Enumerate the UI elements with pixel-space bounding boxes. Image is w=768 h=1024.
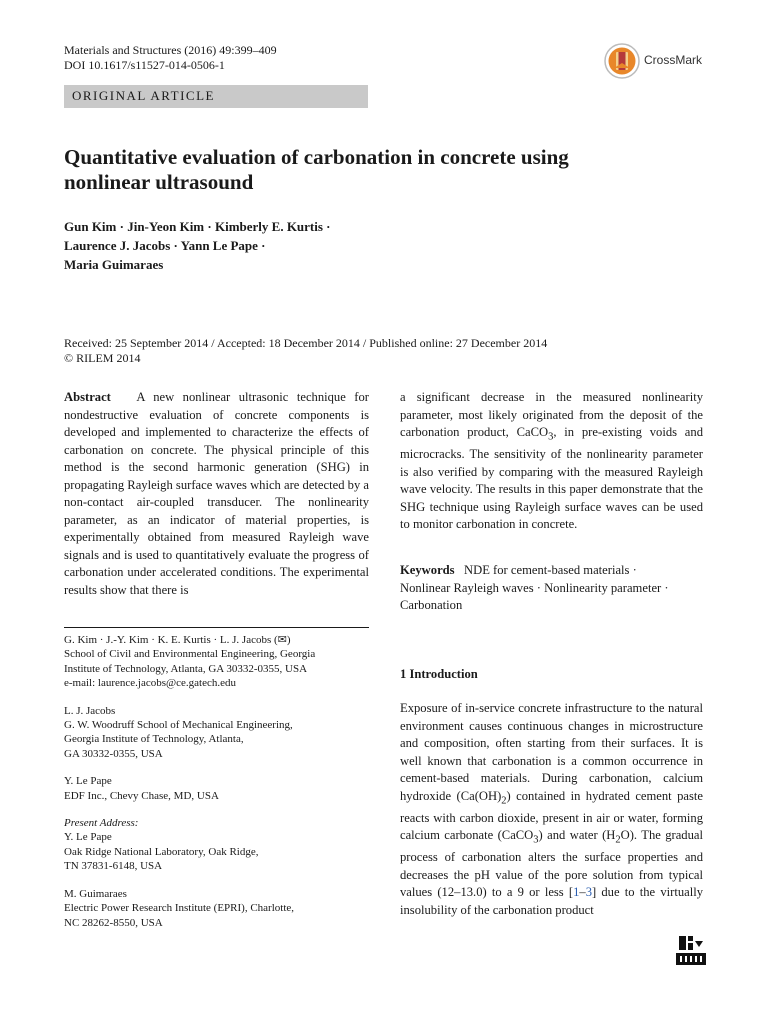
affiliation-line: NC 28262-8550, USA [64,916,163,929]
article-type-bar [64,85,368,108]
dates-line: Received: 25 September 2014 / Accepted: 18 December 2014 / Published online: 27 December 2014 [64,336,548,350]
crossmark-label: CrossMark [644,53,703,67]
affiliation-line: Y. Le Pape [64,831,112,844]
abstract [64,389,369,599]
affiliation-line: G. Kim · J.-Y. Kim · K. E. Kurtis · L. J. Jacobs (✉) [64,634,291,646]
journal-info [64,43,277,73]
paper-title [64,145,684,195]
rilem-logo [676,933,706,969]
present-address-label: Present Address: [64,817,139,830]
affiliation-line: Y. Le Pape [64,775,112,788]
affiliation-line: Georgia Institute of Technology, Atlanta, [64,733,244,746]
article-type: ORIGINAL ARTICLE [72,88,215,103]
journal-citation: Materials and Structures (2016) 49:399–409 [64,43,277,57]
abstract-text: , in pre-existing voids and microcracks. The sensitivity of the nonlinearity parameter is also verified by comparing with the measured Rayleigh wave velocity. The results in this paper demonstrate that the SHG technique using Rayleigh surface waves can be used to monitor carbonation in concrete. [400,425,703,532]
intro-text: ) and water (H [538,828,616,843]
publication-dates [64,336,704,366]
keyword-line: Carbonation [400,598,463,612]
title-line: nonlinear ultrasound [64,170,254,194]
intro-paragraph [400,700,703,919]
doi[interactable]: DOI 10.1617/s11527-014-0506-1 [64,58,225,72]
keywords-label: Keywords [400,563,455,577]
affiliation-line: G. W. Woodruff School of Mechanical Engineering, [64,719,293,732]
affiliation-line: School of Civil and Environmental Engineering, Georgia [64,648,316,661]
affiliation-block [64,816,369,874]
affiliation-line: Institute of Technology, Atlanta, GA 30332-0355, USA [64,662,308,675]
abstract-label: Abstract [64,390,111,404]
reference-link[interactable]: 1 [573,885,580,900]
abstract-text: a significant decrease in the measured nonlinearity parameter, most likely originated from the deposit of the carbonation product, CaCO [400,390,703,439]
author-line: Maria Guimaraes [64,257,164,272]
affiliation-block [64,704,369,762]
keyword-line: Nonlinear Rayleigh waves · Nonlinearity parameter · [400,580,669,595]
author-line: Laurence J. Jacobs · Yann Le Pape · [64,238,266,253]
author-list [64,217,424,274]
intro-text: Exposure of in-service concrete infrastructure to the natural environment causes continuous changes in microstructure and composition, often starting from their surfaces. It is well known that carbonation is a common occurrence in cement-based materials. During carbonation, calcium hydroxide (Ca(OH) [400,701,703,803]
affiliation-line: L. J. Jacobs [64,704,116,717]
keyword-line: NDE for cement-based materials · [464,563,637,577]
email-link[interactable]: e-mail: laurence.jacobs@ce.gatech.edu [64,677,236,690]
affiliation-block [64,887,369,930]
affiliation-line: Oak Ridge National Laboratory, Oak Ridge, [64,845,259,858]
abstract-text: A new nonlinear ultrasonic technique for nondestructive evaluation of concrete components is developed and implemented to characterize the effects of carbonation on concrete. The physical principle of this method is the second harmonic generation (SHG) in propagating Rayleigh surface waves which are detected by a non-contact air-coupled transducer. The nonlinearity parameter, as an indicator of material properties, is experimentally obtained from measured Rayleigh wave signals and is used to quantitatively evaluate the progress of carbonation under accelerated conditions. The experimental results show that there is [64,390,369,597]
affiliation-line: Electric Power Research Institute (EPRI), Charlotte, [64,902,295,915]
title-line: Quantitative evaluation of carbonation in concrete using [64,145,569,169]
subscript: 3 [548,431,554,443]
abstract-continued [400,389,703,534]
subscript: 2 [615,834,621,846]
intro-text: – [579,885,586,900]
rilem-logo-icon [676,933,706,969]
copyright: © RILEM 2014 [64,351,141,365]
affiliations [64,633,369,943]
intro-text: ] due to the virtually insolubility of the carbonation product [400,885,703,917]
subscript: 3 [533,834,539,846]
affiliation-line: GA 30332-0355, USA [64,747,163,760]
section-heading: 1 Introduction [400,667,478,681]
intro-text: O). The gradual process of carbonation alters the surface properties and decreases the pH value of the pore solution from typical values (12–13.0) to a 9 or less [ [400,828,703,900]
crossmark-icon [603,42,641,80]
affiliation-block [64,633,369,691]
keywords [400,562,703,615]
affiliation-line: TN 37831-6148, USA [64,860,163,873]
affiliation-line: EDF Inc., Chevy Chase, MD, USA [64,789,219,802]
affiliation-line: M. Guimaraes [64,887,127,900]
intro-text: ) contained in hydrated cement paste reacts with carbon dioxide, present in air or water, forming calcium carbonate (CaCO [400,788,703,843]
subscript: 2 [501,795,507,807]
author-line: Gun Kim · Jin-Yeon Kim · Kimberly E. Kurtis · [64,219,331,234]
reference-link[interactable]: 3 [585,885,592,900]
crossmark-badge[interactable] [603,42,707,80]
footnote-rule [64,627,369,628]
affiliation-block [64,774,369,803]
